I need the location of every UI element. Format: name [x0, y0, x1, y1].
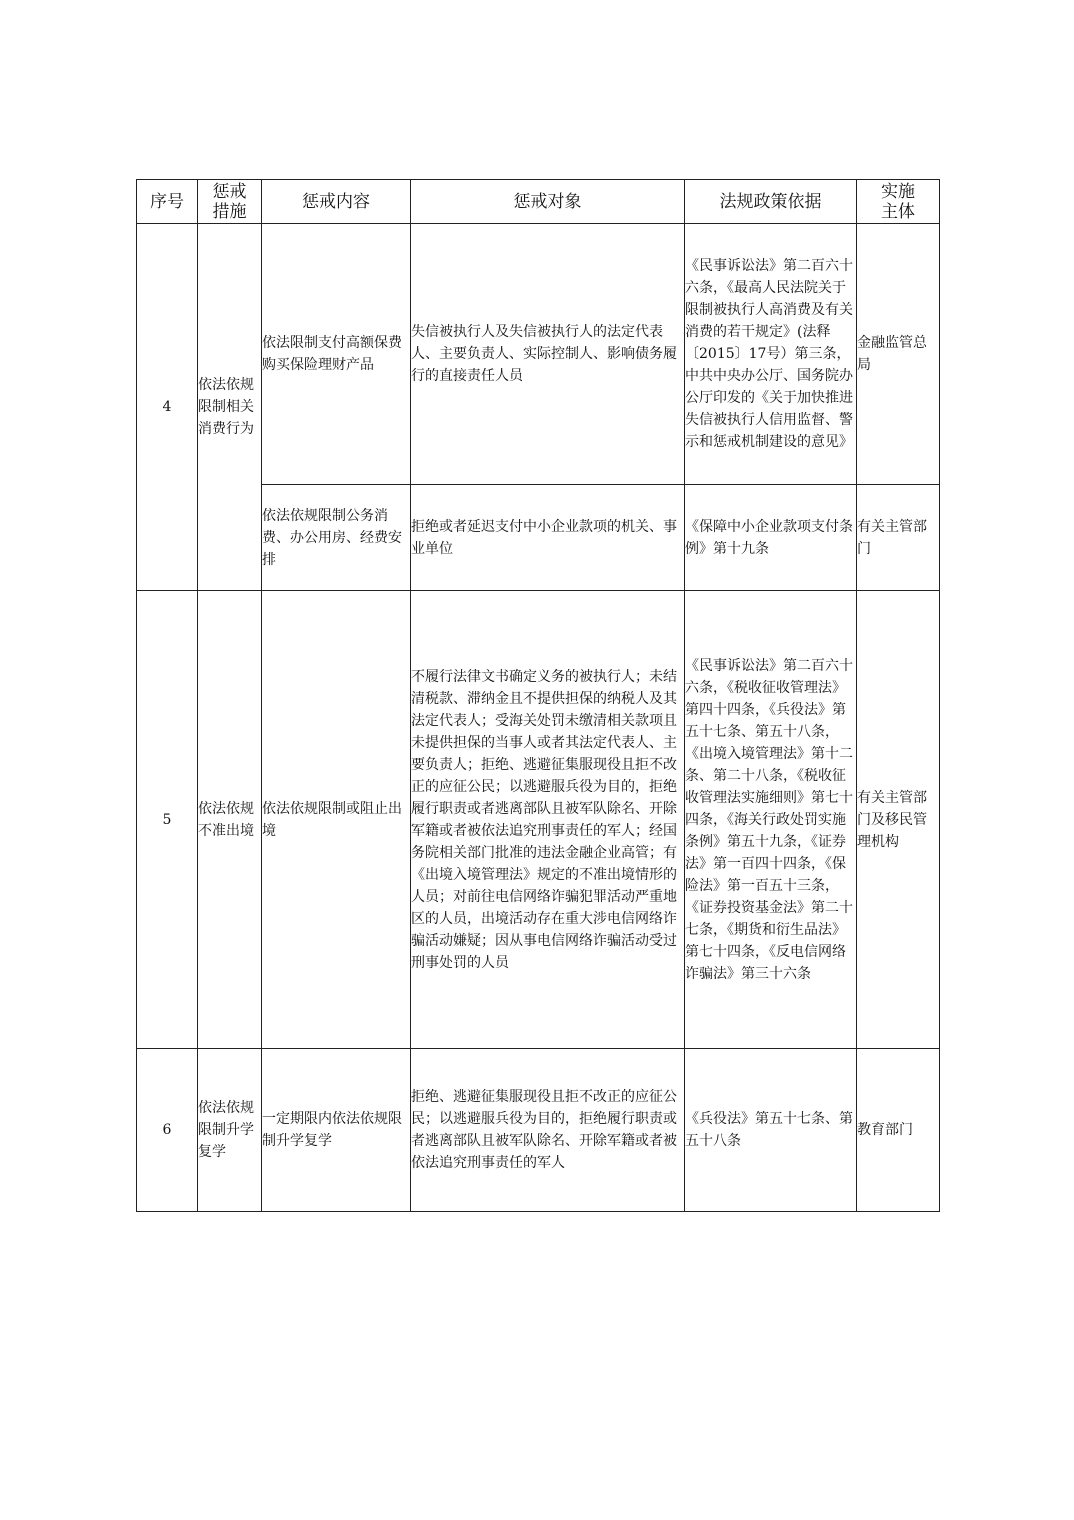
row-target: 拒绝或者延迟支付中小企业款项的机关、事业单位 — [411, 485, 685, 591]
row-measure: 依法依规限制相关消费行为 — [198, 224, 262, 591]
row-agency: 金融监管总局 — [857, 224, 940, 485]
header-agency-line2: 主体 — [881, 201, 915, 222]
row-num: 5 — [137, 591, 198, 1049]
header-measure-line1: 惩戒 — [212, 181, 247, 202]
row-basis: 《民事诉讼法》第二百六十六条，《税收征收管理法》第四十四条，《兵役法》第五十七条、第五十八条，《出境入境管理法》第十二条、第二十八条，《税收征收管理法实施细则》第七十四条，《海关行政处罚实施条例》第五十九条，《证券法》第一百四十四条，《保险法》第一百五十三条，《证券投资基金法》第二十七条，《期货和衍生品法》第七十四条，《反电信网络诈骗法》第三十六条 — [685, 591, 857, 1049]
row-content: 依法依规限制公务消费、办公用房、经费安排 — [262, 485, 411, 591]
row-content: 依法限制支付高额保费购买保险理财产品 — [262, 224, 411, 485]
row-target: 拒绝、逃避征集服现役且拒不改正的应征公民；以逃避服兵役为目的，拒绝履行职责或者逃离部队且被军队除名、开除军籍或者被依法追究刑事责任的军人 — [411, 1049, 685, 1212]
table-header-row — [137, 180, 940, 224]
header-content: 惩戒内容 — [262, 180, 411, 224]
table-row — [137, 224, 940, 485]
row-measure: 依法依规不准出境 — [198, 591, 262, 1049]
row-content: 依法依规限制或阻止出境 — [262, 591, 411, 1049]
row-basis: 《民事诉讼法》第二百六十六条，《最高人民法院关于限制被执行人高消费及有关消费的若干规定》(法释〔2015〕17号）第三条，中共中央办公厅、国务院办公厅印发的《关于加快推进失信被执行人信用监督、警示和惩戒机制建设的意见》 — [685, 224, 857, 485]
row-measure: 依法依规限制升学复学 — [198, 1049, 262, 1212]
header-target: 惩戒对象 — [411, 180, 685, 224]
table-row — [137, 1049, 940, 1212]
row-num: 6 — [137, 1049, 198, 1212]
row-target: 失信被执行人及失信被执行人的法定代表人、主要负责人、实际控制人、影响债务履行的直接责任人员 — [411, 224, 685, 485]
header-agency — [857, 180, 940, 224]
row-num: 4 — [137, 224, 198, 591]
header-num: 序号 — [137, 180, 198, 224]
header-agency-line1: 实施 — [881, 181, 915, 202]
row-agency: 有关主管部门及移民管理机构 — [857, 591, 940, 1049]
row-basis: 《保障中小企业款项支付条例》第十九条 — [685, 485, 857, 591]
row-agency: 有关主管部门 — [857, 485, 940, 591]
header-measure-line2: 措施 — [212, 201, 247, 222]
row-basis: 《兵役法》第五十七条、第五十八条 — [685, 1049, 857, 1212]
penalty-measures-table — [136, 179, 940, 1212]
header-measure — [198, 180, 262, 224]
header-basis: 法规政策依据 — [685, 180, 857, 224]
row-agency: 教育部门 — [857, 1049, 940, 1212]
table-row — [137, 591, 940, 1049]
row-target: 不履行法律文书确定义务的被执行人；未结清税款、滞纳金且不提供担保的纳税人及其法定代表人；受海关处罚未缴清相关款项且未提供担保的当事人或者其法定代表人、主要负责人；拒绝、逃避征集服现役且拒不改正的应征公民；以逃避服兵役为目的，拒绝履行职责或者逃离部队且被军队除名、开除军籍或者被依法追究刑事责任的军人；经国务院相关部门批准的违法金融企业高管；有《出境入境管理法》规定的不准出境情形的人员；对前往电信网络诈骗犯罪活动严重地区的人员，出境活动存在重大涉电信网络诈骗活动嫌疑；因从事电信网络诈骗活动受过刑事处罚的人员 — [411, 591, 685, 1049]
row-content: 一定期限内依法依规限制升学复学 — [262, 1049, 411, 1212]
